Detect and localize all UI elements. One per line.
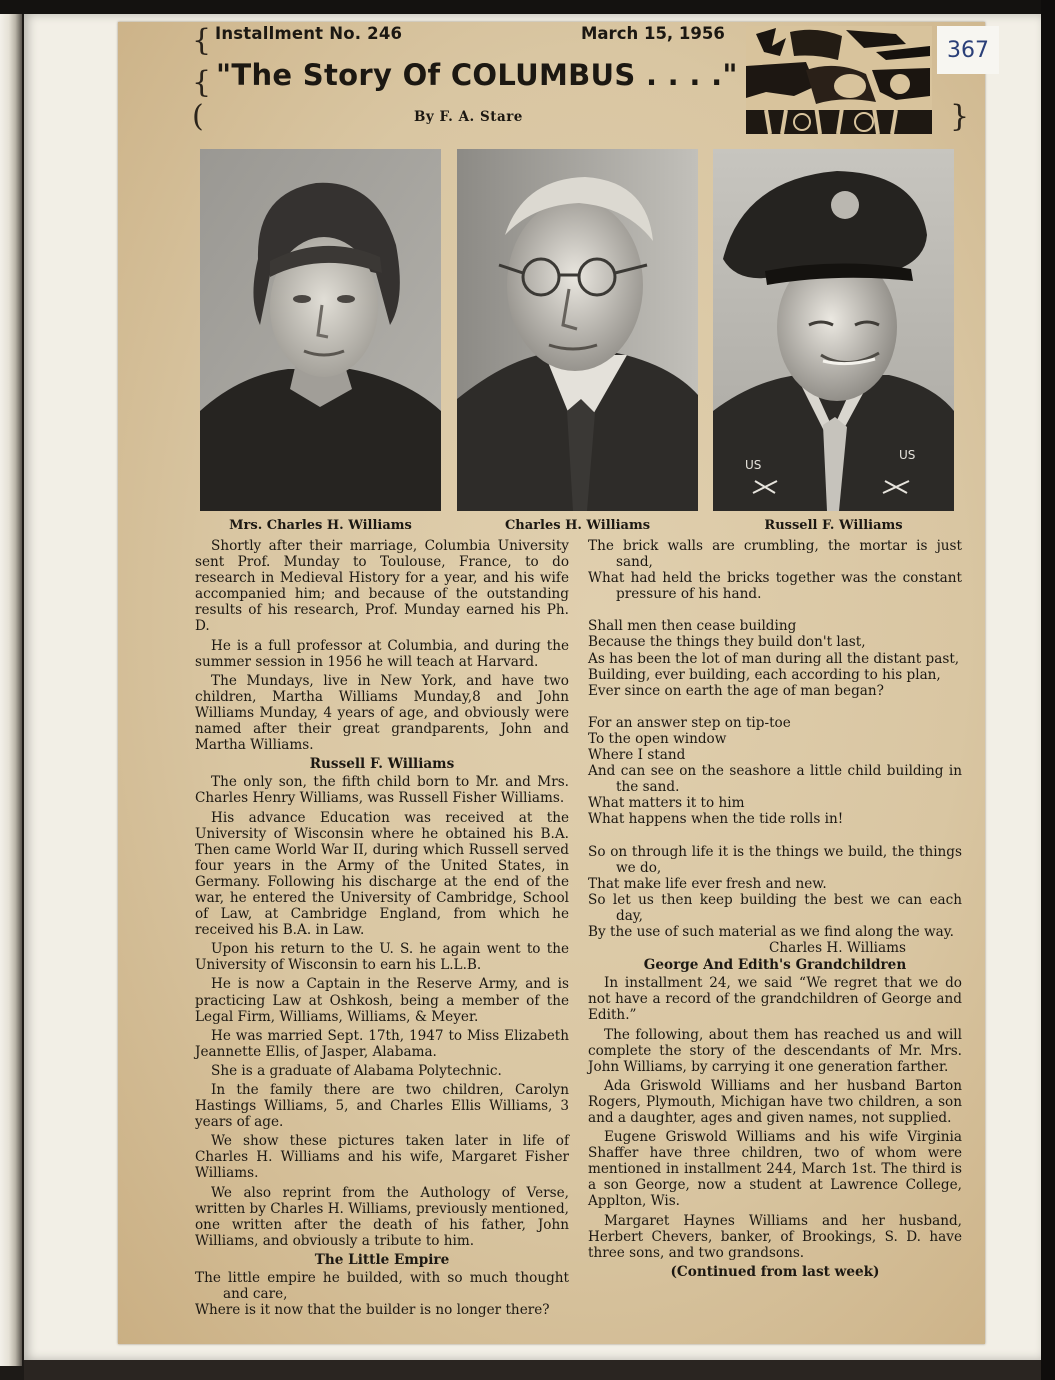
poem-line: The brick walls are crumbling, the mortar is just sand, — [588, 538, 962, 571]
poem-line: That make life ever fresh and new. — [588, 875, 827, 892]
article-paragraph: The Mundays, live in New York, and have two children, Martha Williams Munday,8 and John Williams Munday, 4 years of age, and obviously were named after their great grandparents, John and Martha Williams. — [195, 672, 569, 754]
poem-line: So let us then keep building the best we can each day, — [588, 891, 962, 924]
poem-line: Ever since on earth the age of man began? — [588, 682, 884, 699]
poem-line: And can see on the seashore a little child building in the sand. — [588, 763, 962, 796]
left-column — [195, 538, 569, 1318]
right-brace-decoration: } — [950, 99, 970, 134]
pioneer-wagon-illustration — [746, 26, 932, 134]
poem-line: As has been the lot of man during all the distant past, — [588, 650, 960, 667]
poem-line: So on through life it is the things we build, the things we do, — [588, 843, 962, 876]
poem-line: What matters it to him — [588, 795, 745, 812]
article-paragraph: Ada Griswold Williams and her husband Barton Rogers, Plymouth, Michigan have two children, a son and a daughter, ages and given names, not supplied. — [588, 1077, 962, 1126]
poem-signature: Charles H. Williams — [768, 940, 906, 957]
article-paragraph: The following, about them has reached us and will complete the story of the descendants of Mr. Mrs. John Williams, by carrying it one generation farther. — [588, 1026, 962, 1075]
svg-text:US: US — [899, 448, 916, 462]
photo-russell-williams — [713, 149, 954, 511]
poem-line: The little empire he builded, with so much thought and care, — [195, 1270, 569, 1303]
article-paragraph: His advance Education was received at the University of Wisconsin where he obtained his B.A. Then came World War II, during which Russell served four years in the Army of the United States, in Germany. Following his discharge at the end of the war, he entered the University of Cambridge, School of Law, at Cambridge England, from which he received his B.A. in Law. — [195, 809, 569, 939]
binder-edge — [0, 14, 22, 1366]
page-number-label: 367 — [937, 26, 999, 74]
poem-line: Building, ever building, each according to his plan, — [588, 666, 941, 683]
poem-line: Shall men then cease building — [588, 618, 797, 635]
poem-line: Where is it now that the builder is no longer there? — [195, 1302, 550, 1319]
photo-caption: Charles H. Williams — [504, 518, 651, 533]
left-brace-decoration: { — [192, 23, 212, 58]
scan-border-bottom — [24, 1360, 1041, 1380]
poem-line: Where I stand — [588, 747, 686, 764]
poem-line: To the open window — [588, 730, 727, 747]
article-paragraph: In the family there are two children, Carolyn Hastings Williams, 5, and Charles Ellis Williams, 3 years of age. — [195, 1082, 569, 1131]
article-paragraph: Margaret Haynes Williams and her husband, Herbert Chevers, banker, of Brookings, S. D. have three sons, and two grandsons. — [588, 1212, 962, 1261]
poem-line: For an answer step on tip-toe — [588, 714, 791, 731]
photo-caption: Mrs. Charles H. Williams — [229, 518, 412, 533]
article-paragraph: He is now a Captain in the Reserve Army, and is practicing Law at Oshkosh, being a member of the Legal Firm, Williams, Williams, & Meyer. — [195, 976, 569, 1025]
left-brace-decoration: { — [192, 65, 212, 100]
article-paragraph: She is a graduate of Alabama Polytechnic. — [211, 1062, 502, 1079]
article-paragraph: He was married Sept. 17th, 1947 to Miss Elizabeth Jeannette Ellis, of Jasper, Alabama. — [195, 1027, 569, 1060]
poem-line: What had held the bricks together was the constant pressure of his hand. — [588, 570, 962, 603]
article-paragraph: Shortly after their marriage, Columbia University sent Prof. Munday to Toulouse, France, to do research in Medieval History for a year, and his wife accompanied him; and because of the outstanding results of his research, Prof. Munday earned his Ph. D. — [195, 538, 569, 635]
byline: By F. A. Stare — [414, 109, 523, 125]
newspaper-clipping — [118, 22, 985, 1344]
section-subhead: Russell F. Williams — [309, 756, 455, 773]
installment-number: Installment No. 246 — [215, 24, 403, 43]
photo-mrs-charles-williams — [200, 149, 441, 511]
poem-line: What happens when the tide rolls in! — [588, 811, 844, 828]
article-paragraph: We show these pictures taken later in life of Charles H. Williams and his wife, Margaret Fisher Williams. — [195, 1133, 569, 1182]
poem-line: Because the things they build don't last, — [588, 634, 866, 651]
continued-note: (Continued from last week) — [670, 1263, 880, 1280]
right-column — [588, 538, 962, 1280]
poem-line: By the use of such material as we find along the way. — [588, 923, 954, 940]
section-subhead: George And Edith's Grandchildren — [643, 957, 907, 974]
article-title: "The Story Of COLUMBUS . . . ." — [216, 58, 738, 92]
article-paragraph: Eugene Griswold Williams and his wife Virginia Shaffer have three children, two of whom were mentioned in installment 244, March 1st. The third is a son George, now a student at Lawrence College, Applton, Wis. — [588, 1129, 962, 1210]
article-paragraph: Upon his return to the U. S. he again went to the University of Wisconsin to earn his L.L.B. — [195, 941, 569, 974]
scan-border-right — [1041, 0, 1055, 1380]
article-paragraph: The only son, the fifth child born to Mr. and Mrs. Charles Henry Williams, was Russell Fisher Williams. — [195, 774, 569, 807]
publication-date: March 15, 1956 — [581, 24, 725, 43]
article-paragraph: We also reprint from the Authology of Verse, written by Charles H. Williams, previously mentioned, one written after the death of his father, John Williams, and obviously a tribute to him. — [195, 1184, 569, 1249]
scan-border-top — [0, 0, 1055, 14]
photo-charles-williams — [457, 149, 698, 511]
article-paragraph: He is a full professor at Columbia, and during the summer session in 1956 he will teach at Harvard. — [195, 637, 569, 670]
article-paragraph: In installment 24, we said “We regret that we do not have a record of the grandchildren of George and Edith.” — [588, 975, 962, 1024]
left-brace-decoration: ( — [192, 99, 204, 134]
svg-text:US: US — [745, 458, 762, 472]
poem-title: The Little Empire — [314, 1251, 450, 1268]
photo-caption: Russell F. Williams — [764, 518, 903, 533]
